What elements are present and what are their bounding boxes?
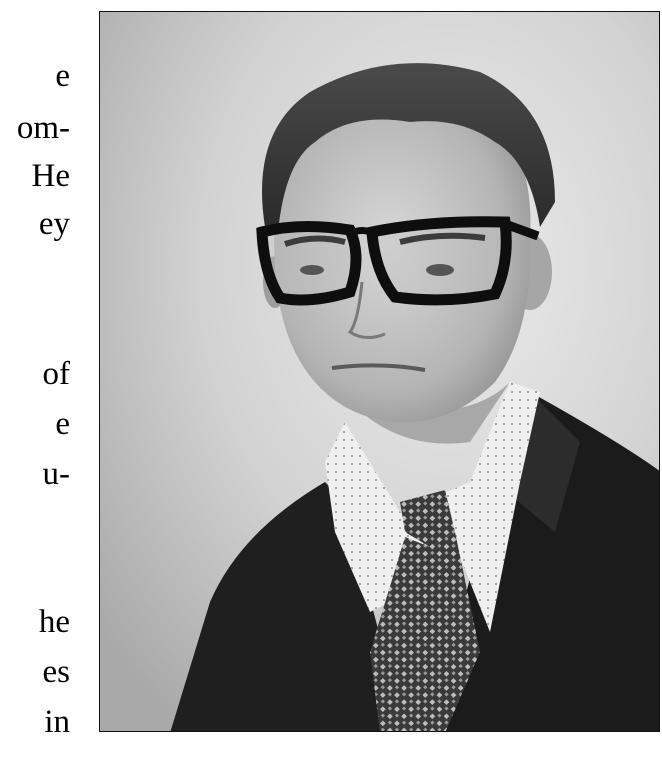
- text-line: e: [55, 58, 70, 94]
- text-line: he: [38, 604, 70, 640]
- text-line: om-: [16, 110, 70, 146]
- text-line: He: [31, 158, 70, 194]
- text-line: e: [55, 406, 70, 442]
- text-line: u-: [42, 456, 70, 492]
- text-line: of: [42, 356, 70, 392]
- body-text-column: [0, 0, 92, 758]
- text-line: es: [42, 654, 70, 690]
- portrait-photo: [99, 11, 660, 732]
- text-line: in: [44, 704, 70, 740]
- glasses-icon: [262, 222, 538, 300]
- text-line: ey: [38, 206, 70, 242]
- portrait-illustration: [100, 12, 660, 732]
